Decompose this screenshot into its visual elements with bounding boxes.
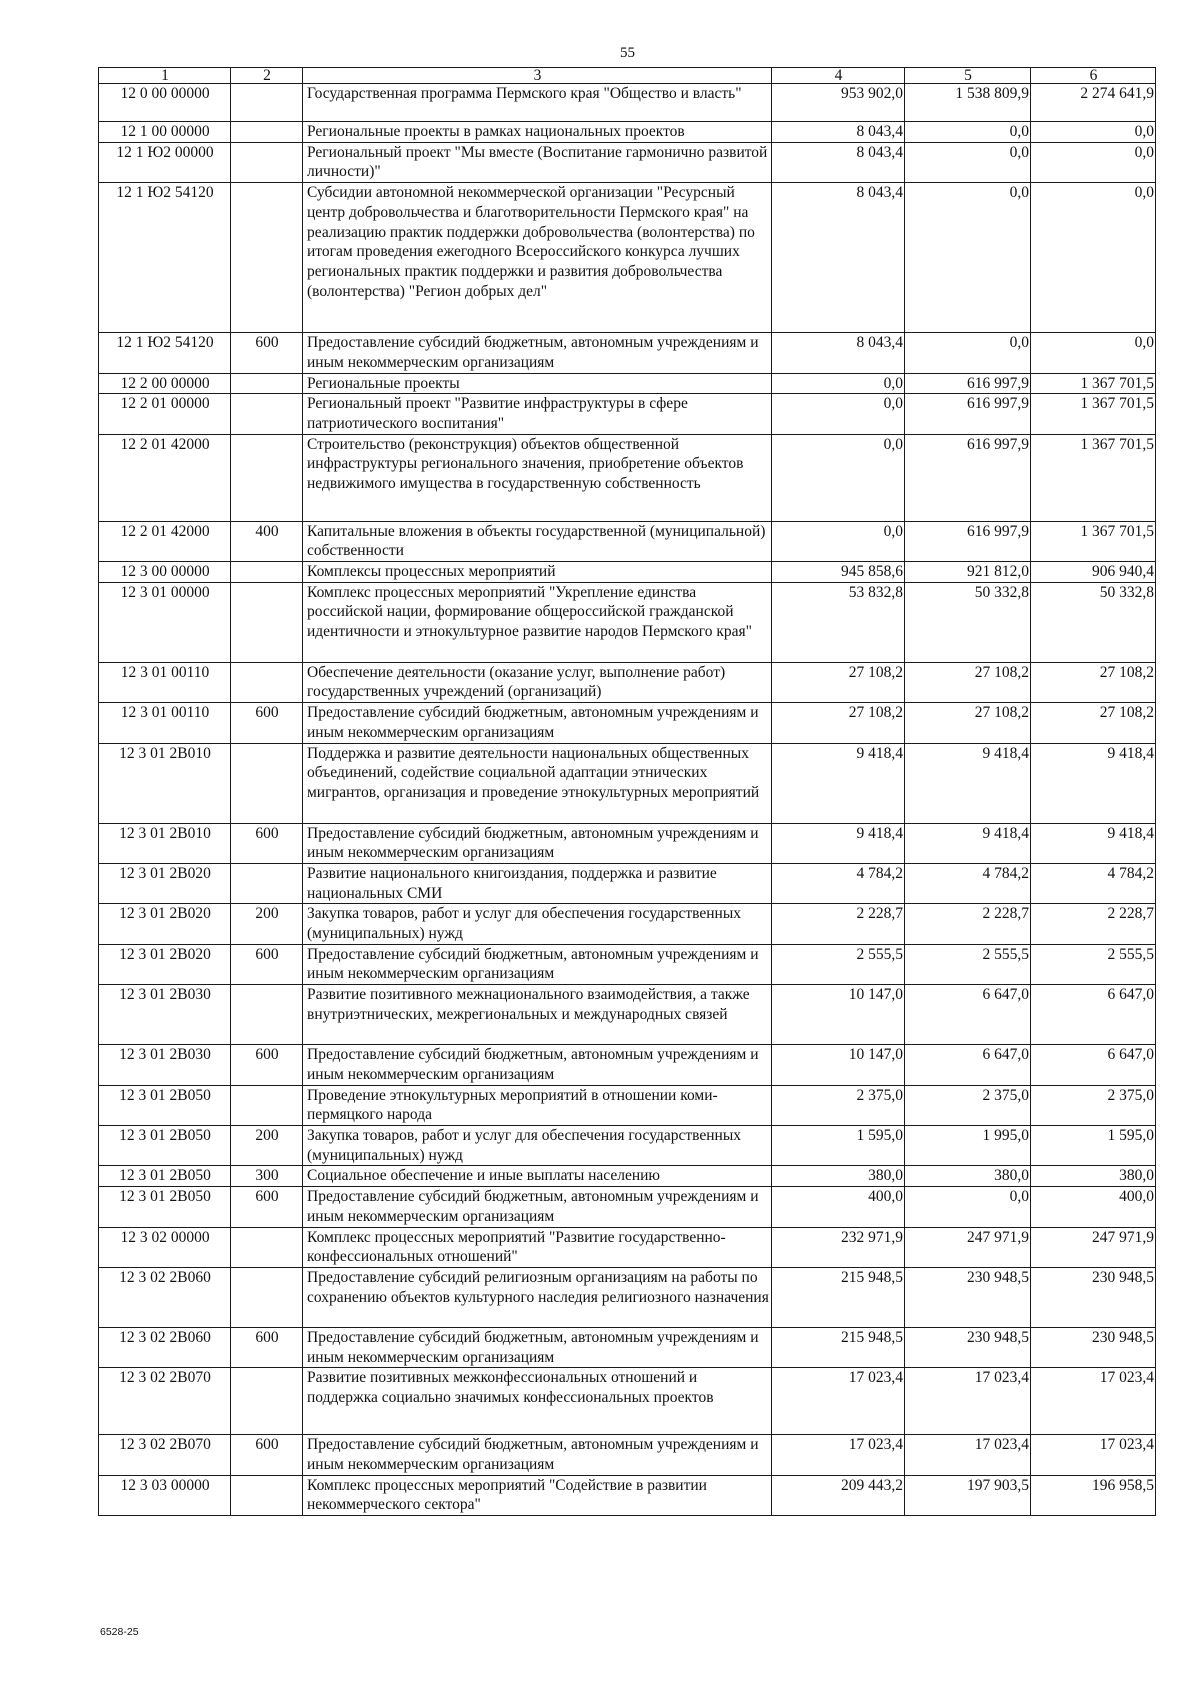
row-name-cell: Строительство (реконструкция) объектов общественной инфраструктуры регионального значения, приобретение объектов недвижимого имущества в государственную собственность (303, 434, 772, 521)
row-value-col6: 230 948,5 (1031, 1327, 1156, 1367)
row-value-col6: 17 023,4 (1031, 1435, 1156, 1475)
row-value-col4: 215 948,5 (772, 1327, 905, 1367)
table-row (99, 84, 1156, 122)
row-value-col5: 6 647,0 (905, 1045, 1031, 1085)
row-value-col4: 8 043,4 (772, 333, 905, 373)
row-kind-cell (231, 142, 303, 182)
row-value-col4: 2 375,0 (772, 1085, 905, 1125)
header-cell-5: 5 (905, 68, 1031, 84)
row-value-col6: 1 595,0 (1031, 1125, 1156, 1165)
row-name-cell: Региональные проекты (303, 373, 772, 394)
row-value-col6: 6 647,0 (1031, 985, 1156, 1045)
row-name-cell: Региональный проект "Развитие инфраструктуры в сфере патриотического воспитания" (303, 394, 772, 434)
table-row (99, 1125, 1156, 1165)
row-value-col5: 616 997,9 (905, 521, 1031, 561)
row-value-col6: 906 940,4 (1031, 562, 1156, 583)
row-value-col4: 27 108,2 (772, 662, 905, 702)
row-kind-cell: 600 (231, 703, 303, 743)
row-kind-cell (231, 1085, 303, 1125)
row-code-cell: 12 3 01 2В010 (99, 823, 231, 863)
row-kind-cell: 600 (231, 1187, 303, 1227)
row-value-col4: 400,0 (772, 1187, 905, 1227)
row-kind-cell (231, 373, 303, 394)
row-value-col5: 921 812,0 (905, 562, 1031, 583)
row-code-cell: 12 3 02 2В060 (99, 1327, 231, 1367)
row-name-cell: Комплексы процессных мероприятий (303, 562, 772, 583)
row-name-cell: Предоставление субсидий бюджетным, автономным учреждениям и иным некоммерческим организациям (303, 823, 772, 863)
row-value-col5: 1 538 809,9 (905, 84, 1031, 122)
row-value-col5: 17 023,4 (905, 1368, 1031, 1435)
row-kind-cell (231, 863, 303, 903)
row-value-col6: 50 332,8 (1031, 582, 1156, 662)
row-code-cell: 12 3 01 2В050 (99, 1187, 231, 1227)
row-code-cell: 12 3 02 2В070 (99, 1368, 231, 1435)
row-value-col6: 1 367 701,5 (1031, 434, 1156, 521)
row-value-col6: 1 367 701,5 (1031, 394, 1156, 434)
row-value-col5: 27 108,2 (905, 662, 1031, 702)
row-name-cell: Предоставление субсидий религиозным организациям на работы по сохранению объектов культурного наследия религиозного назначения (303, 1267, 772, 1327)
row-kind-cell: 600 (231, 1327, 303, 1367)
row-value-col4: 953 902,0 (772, 84, 905, 122)
row-value-col4: 0,0 (772, 373, 905, 394)
row-value-col5: 9 418,4 (905, 743, 1031, 823)
table-row (99, 373, 1156, 394)
header-cell-6: 6 (1031, 68, 1156, 84)
table-row (99, 1227, 1156, 1267)
row-name-cell: Предоставление субсидий бюджетным, автономным учреждениям и иным некоммерческим организациям (303, 1327, 772, 1367)
table-row (99, 904, 1156, 944)
row-value-col4: 2 555,5 (772, 944, 905, 984)
table-row (99, 434, 1156, 521)
row-name-cell: Поддержка и развитие деятельности национальных общественных объединений, содействие социальной адаптации этнических мигрантов, организация и проведение этнокультурных мероприятий (303, 743, 772, 823)
table-row (99, 823, 1156, 863)
row-kind-cell: 600 (231, 1045, 303, 1085)
row-kind-cell (231, 122, 303, 143)
row-value-col4: 232 971,9 (772, 1227, 905, 1267)
row-name-cell: Предоставление субсидий бюджетным, автономным учреждениям и иным некоммерческим организациям (303, 333, 772, 373)
row-kind-cell (231, 434, 303, 521)
row-kind-cell (231, 662, 303, 702)
row-name-cell: Закупка товаров, работ и услуг для обеспечения государственных (муниципальных) нужд (303, 904, 772, 944)
header-cell-4: 4 (772, 68, 905, 84)
row-value-col4: 209 443,2 (772, 1475, 905, 1515)
row-value-col4: 17 023,4 (772, 1435, 905, 1475)
table-row (99, 1327, 1156, 1367)
row-value-col5: 380,0 (905, 1166, 1031, 1187)
table-row (99, 1045, 1156, 1085)
row-value-col6: 400,0 (1031, 1187, 1156, 1227)
document-number: 6528-25 (100, 1626, 139, 1638)
row-value-col6: 230 948,5 (1031, 1267, 1156, 1327)
row-value-col6: 4 784,2 (1031, 863, 1156, 903)
row-value-col5: 17 023,4 (905, 1435, 1031, 1475)
row-name-cell: Предоставление субсидий бюджетным, автономным учреждениям и иным некоммерческим организациям (303, 703, 772, 743)
table-row (99, 122, 1156, 143)
row-code-cell: 12 1 Ю2 54120 (99, 333, 231, 373)
row-value-col6: 2 228,7 (1031, 904, 1156, 944)
row-code-cell: 12 3 01 00110 (99, 703, 231, 743)
row-value-col6: 0,0 (1031, 333, 1156, 373)
row-name-cell: Комплекс процессных мероприятий "Содействие в развитии некоммерческого сектора" (303, 1475, 772, 1515)
table-row (99, 142, 1156, 182)
table-row (99, 1475, 1156, 1515)
row-value-col6: 9 418,4 (1031, 823, 1156, 863)
row-name-cell: Региональный проект "Мы вместе (Воспитание гармонично развитой личности)" (303, 142, 772, 182)
row-value-col6: 2 274 641,9 (1031, 84, 1156, 122)
row-value-col5: 230 948,5 (905, 1327, 1031, 1367)
row-value-col6: 247 971,9 (1031, 1227, 1156, 1267)
table-row (99, 1085, 1156, 1125)
table-row (99, 394, 1156, 434)
row-code-cell: 12 3 01 2В020 (99, 904, 231, 944)
page-number: 55 (620, 45, 635, 61)
row-value-col4: 2 228,7 (772, 904, 905, 944)
row-kind-cell: 200 (231, 1125, 303, 1165)
row-value-col4: 9 418,4 (772, 823, 905, 863)
table-row (99, 521, 1156, 561)
row-value-col4: 0,0 (772, 394, 905, 434)
row-name-cell: Проведение этнокультурных мероприятий в отношении коми-пермяцкого народа (303, 1085, 772, 1125)
row-code-cell: 12 3 01 2В010 (99, 743, 231, 823)
table-row (99, 1435, 1156, 1475)
table-row (99, 1267, 1156, 1327)
row-code-cell: 12 3 01 2В030 (99, 985, 231, 1045)
row-value-col5: 27 108,2 (905, 703, 1031, 743)
row-value-col6: 0,0 (1031, 142, 1156, 182)
row-name-cell: Предоставление субсидий бюджетным, автономным учреждениям и иным некоммерческим организациям (303, 1045, 772, 1085)
row-name-cell: Развитие позитивного межнационального взаимодействия, а также внутриэтнических, межрегиональных и международных связей (303, 985, 772, 1045)
row-name-cell: Предоставление субсидий бюджетным, автономным учреждениям и иным некоммерческим организациям (303, 1187, 772, 1227)
row-value-col5: 0,0 (905, 1187, 1031, 1227)
row-name-cell: Капитальные вложения в объекты государственной (муниципальной) собственности (303, 521, 772, 561)
row-code-cell: 12 3 02 2В070 (99, 1435, 231, 1475)
row-name-cell: Развитие национального книгоиздания, поддержка и развитие национальных СМИ (303, 863, 772, 903)
row-code-cell: 12 3 01 00110 (99, 662, 231, 702)
row-value-col6: 0,0 (1031, 122, 1156, 143)
row-kind-cell: 200 (231, 904, 303, 944)
row-value-col6: 27 108,2 (1031, 662, 1156, 702)
table-row (99, 1166, 1156, 1187)
row-code-cell: 12 3 01 2В020 (99, 944, 231, 984)
row-value-col6: 17 023,4 (1031, 1368, 1156, 1435)
row-code-cell: 12 3 01 2В050 (99, 1125, 231, 1165)
row-code-cell: 12 3 01 2В030 (99, 1045, 231, 1085)
row-kind-cell (231, 743, 303, 823)
row-value-col5: 2 555,5 (905, 944, 1031, 984)
row-value-col4: 1 595,0 (772, 1125, 905, 1165)
row-value-col6: 6 647,0 (1031, 1045, 1156, 1085)
row-value-col4: 8 043,4 (772, 183, 905, 333)
row-code-cell: 12 2 01 42000 (99, 521, 231, 561)
table-row (99, 985, 1156, 1045)
row-value-col5: 247 971,9 (905, 1227, 1031, 1267)
row-value-col6: 196 958,5 (1031, 1475, 1156, 1515)
row-value-col5: 0,0 (905, 333, 1031, 373)
row-value-col4: 17 023,4 (772, 1368, 905, 1435)
row-value-col5: 9 418,4 (905, 823, 1031, 863)
row-value-col5: 197 903,5 (905, 1475, 1031, 1515)
row-code-cell: 12 3 02 00000 (99, 1227, 231, 1267)
row-name-cell: Обеспечение деятельности (оказание услуг, выполнение работ) государственных учреждений (организаций) (303, 662, 772, 702)
row-value-col4: 8 043,4 (772, 142, 905, 182)
row-kind-cell (231, 1267, 303, 1327)
row-code-cell: 12 2 01 42000 (99, 434, 231, 521)
row-kind-cell (231, 1227, 303, 1267)
row-code-cell: 12 1 00 00000 (99, 122, 231, 143)
row-value-col6: 9 418,4 (1031, 743, 1156, 823)
row-kind-cell: 400 (231, 521, 303, 561)
row-name-cell: Предоставление субсидий бюджетным, автономным учреждениям и иным некоммерческим организациям (303, 1435, 772, 1475)
row-value-col4: 0,0 (772, 434, 905, 521)
row-name-cell: Комплекс процессных мероприятий "Развитие государственно-конфессиональных отношений" (303, 1227, 772, 1267)
row-name-cell: Субсидии автономной некоммерческой организации "Ресурсный центр добровольчества и благотворительности Пермского края" на реализацию практик поддержки добровольчества (волонтерства) по итогам проведения ежегодного Всероссийского конкурса лучших региональных практик поддержки и развития добровольчества (волонтерства) "Регион добрых дел" (303, 183, 772, 333)
row-code-cell: 12 3 02 2В060 (99, 1267, 231, 1327)
row-value-col5: 4 784,2 (905, 863, 1031, 903)
row-value-col4: 10 147,0 (772, 1045, 905, 1085)
table-row (99, 743, 1156, 823)
row-value-col4: 53 832,8 (772, 582, 905, 662)
table-header-row (99, 68, 1156, 84)
row-value-col6: 27 108,2 (1031, 703, 1156, 743)
row-code-cell: 12 3 01 2В020 (99, 863, 231, 903)
row-value-col5: 2 228,7 (905, 904, 1031, 944)
row-name-cell: Развитие позитивных межконфессиональных отношений и поддержка социально значимых конфессиональных проектов (303, 1368, 772, 1435)
row-value-col5: 616 997,9 (905, 434, 1031, 521)
row-value-col5: 0,0 (905, 183, 1031, 333)
row-code-cell: 12 3 01 2В050 (99, 1166, 231, 1187)
row-kind-cell (231, 183, 303, 333)
table-row (99, 662, 1156, 702)
table-row (99, 333, 1156, 373)
row-value-col5: 6 647,0 (905, 985, 1031, 1045)
row-code-cell: 12 3 00 00000 (99, 562, 231, 583)
table-row (99, 863, 1156, 903)
header-cell-1: 1 (99, 68, 231, 84)
row-value-col4: 0,0 (772, 521, 905, 561)
row-value-col5: 230 948,5 (905, 1267, 1031, 1327)
header-cell-2: 2 (231, 68, 303, 84)
row-code-cell: 12 2 00 00000 (99, 373, 231, 394)
row-value-col5: 616 997,9 (905, 394, 1031, 434)
row-name-cell: Региональные проекты в рамках национальных проектов (303, 122, 772, 143)
row-value-col5: 50 332,8 (905, 582, 1031, 662)
row-code-cell: 12 1 Ю2 54120 (99, 183, 231, 333)
row-value-col4: 9 418,4 (772, 743, 905, 823)
table-row (99, 562, 1156, 583)
table-row (99, 944, 1156, 984)
row-value-col4: 10 147,0 (772, 985, 905, 1045)
table-row (99, 703, 1156, 743)
header-cell-3: 3 (303, 68, 772, 84)
row-value-col6: 0,0 (1031, 183, 1156, 333)
row-value-col4: 8 043,4 (772, 122, 905, 143)
row-name-cell: Комплекс процессных мероприятий "Укрепление единства российской нации, формирование общероссийской гражданской идентичности и этнокультурное развитие народов Пермского края" (303, 582, 772, 662)
row-kind-cell (231, 1475, 303, 1515)
row-value-col5: 0,0 (905, 142, 1031, 182)
budget-table (98, 67, 1156, 1516)
row-kind-cell: 600 (231, 333, 303, 373)
row-kind-cell (231, 985, 303, 1045)
row-kind-cell (231, 582, 303, 662)
row-value-col6: 380,0 (1031, 1166, 1156, 1187)
row-code-cell: 12 3 01 00000 (99, 582, 231, 662)
row-name-cell: Социальное обеспечение и иные выплаты населению (303, 1166, 772, 1187)
row-value-col5: 1 995,0 (905, 1125, 1031, 1165)
row-kind-cell: 300 (231, 1166, 303, 1187)
row-value-col6: 2 555,5 (1031, 944, 1156, 984)
row-value-col6: 1 367 701,5 (1031, 373, 1156, 394)
row-value-col4: 4 784,2 (772, 863, 905, 903)
row-name-cell: Предоставление субсидий бюджетным, автономным учреждениям и иным некоммерческим организациям (303, 944, 772, 984)
row-kind-cell (231, 1368, 303, 1435)
row-value-col4: 215 948,5 (772, 1267, 905, 1327)
row-value-col6: 1 367 701,5 (1031, 521, 1156, 561)
row-kind-cell: 600 (231, 944, 303, 984)
row-kind-cell: 600 (231, 1435, 303, 1475)
table-row (99, 183, 1156, 333)
row-value-col4: 945 858,6 (772, 562, 905, 583)
table-row (99, 582, 1156, 662)
row-kind-cell (231, 562, 303, 583)
row-code-cell: 12 3 01 2В050 (99, 1085, 231, 1125)
row-kind-cell: 600 (231, 823, 303, 863)
table-row (99, 1187, 1156, 1227)
row-value-col5: 2 375,0 (905, 1085, 1031, 1125)
row-name-cell: Закупка товаров, работ и услуг для обеспечения государственных (муниципальных) нужд (303, 1125, 772, 1165)
row-name-cell: Государственная программа Пермского края "Общество и власть" (303, 84, 772, 122)
table-row (99, 1368, 1156, 1435)
row-code-cell: 12 0 00 00000 (99, 84, 231, 122)
row-value-col4: 380,0 (772, 1166, 905, 1187)
row-code-cell: 12 3 03 00000 (99, 1475, 231, 1515)
row-kind-cell (231, 84, 303, 122)
row-kind-cell (231, 394, 303, 434)
row-code-cell: 12 1 Ю2 00000 (99, 142, 231, 182)
row-value-col4: 27 108,2 (772, 703, 905, 743)
row-value-col5: 616 997,9 (905, 373, 1031, 394)
row-code-cell: 12 2 01 00000 (99, 394, 231, 434)
row-value-col5: 0,0 (905, 122, 1031, 143)
row-value-col6: 2 375,0 (1031, 1085, 1156, 1125)
